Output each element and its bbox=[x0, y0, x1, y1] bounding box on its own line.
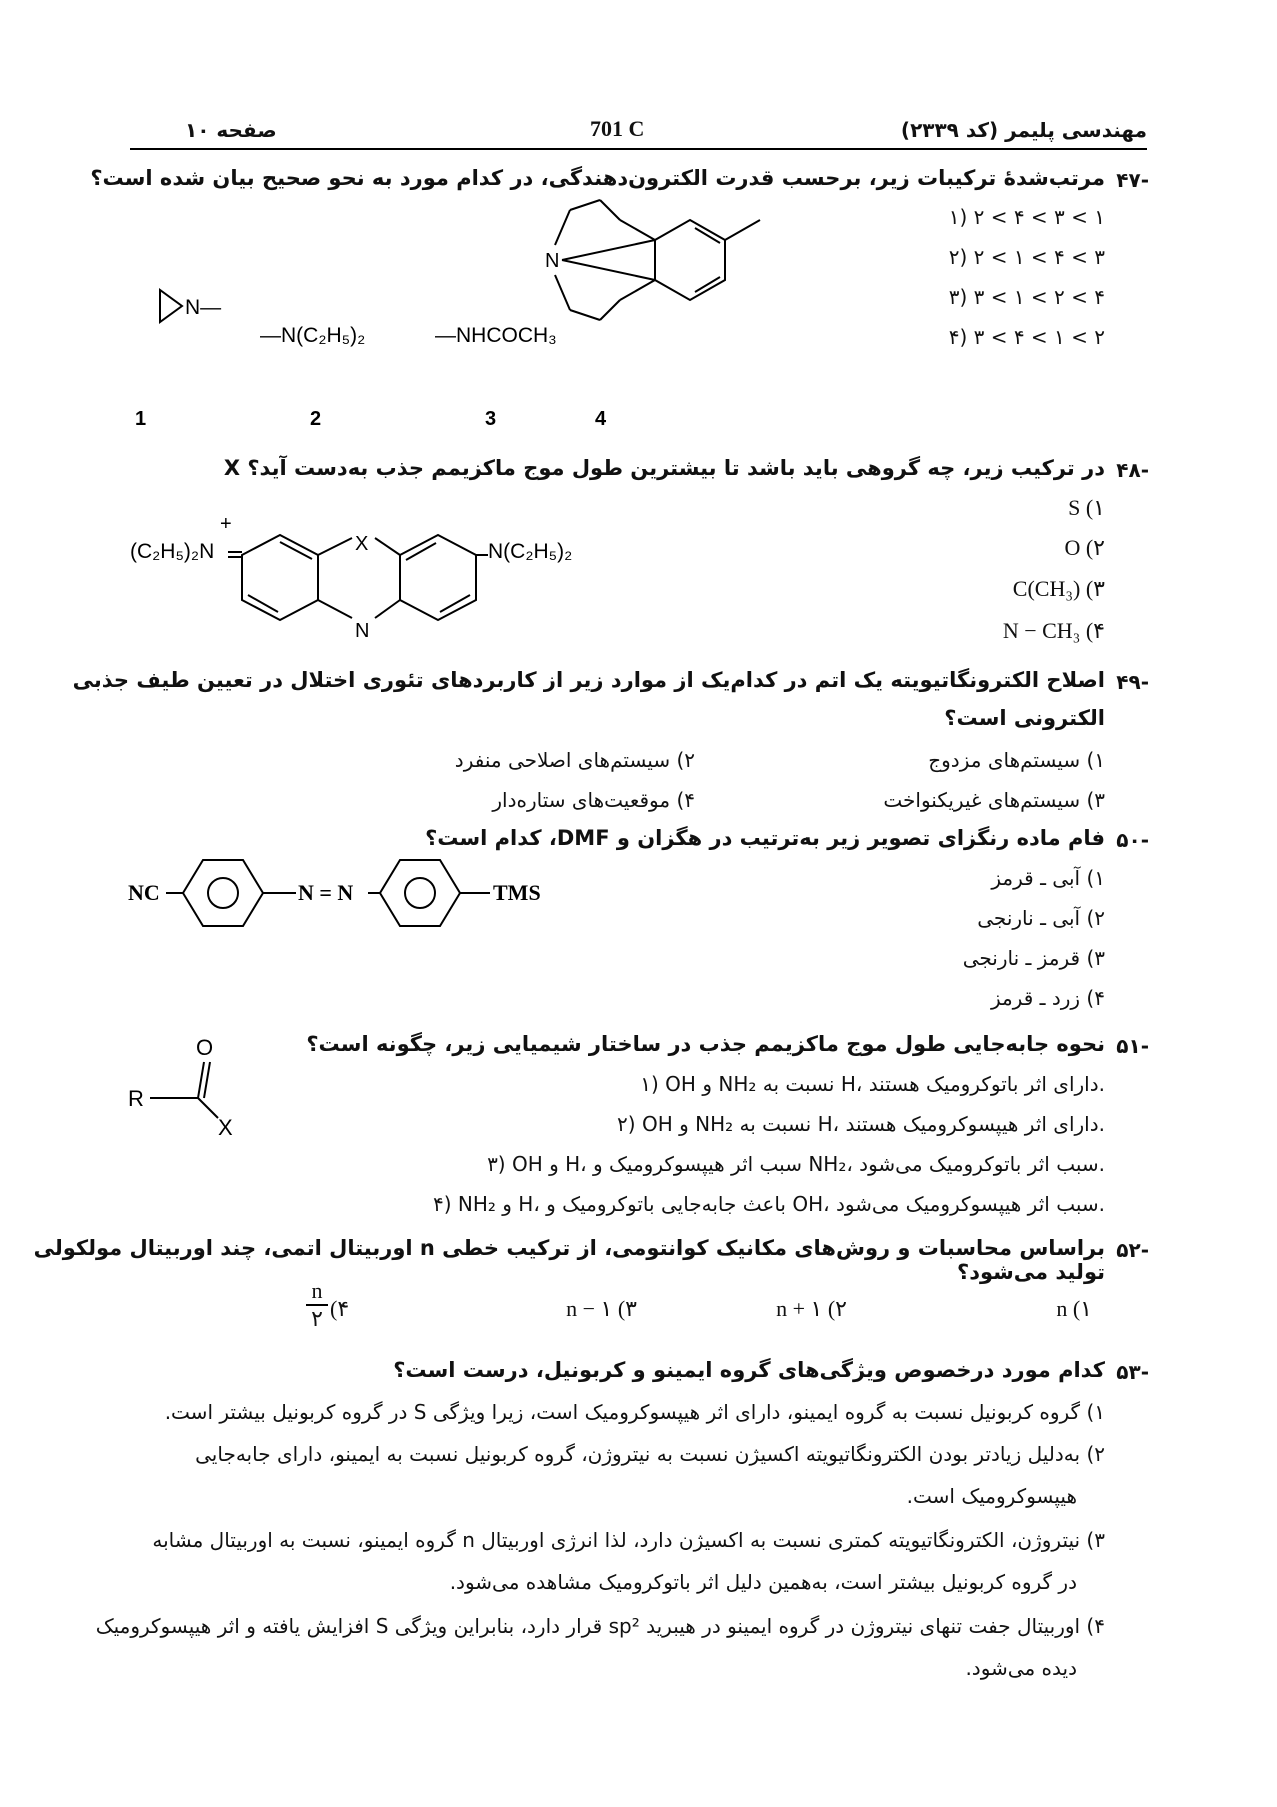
q51-number: ۵۱- bbox=[1116, 1034, 1149, 1058]
q52-fraction bbox=[306, 1278, 328, 1332]
q49-option-2[interactable]: ۲) سیستم‌های اصلاحی منفرد bbox=[454, 748, 695, 772]
q53-option-3[interactable]: ۳) نیتروژن، الکترونگاتیویته کمتری نسبت به اکسیژن دارد، لذا انرژی اوربیتال n گروه ایمینو، نسبت به اوربیتال مشابه bbox=[152, 1528, 1105, 1552]
x-atom: X bbox=[355, 533, 369, 555]
q50-structure bbox=[128, 848, 568, 938]
q51-option-1[interactable]: ۱) OH و NH₂ نسبت به H، دارای اثر باتوکرومیک هستند. bbox=[640, 1072, 1105, 1096]
n-atom: N bbox=[355, 620, 370, 642]
julolidine-n: N bbox=[545, 250, 560, 272]
q47-option-4[interactable]: ۴) ۳ < ۴ < ۱ < ۲ bbox=[948, 325, 1105, 349]
header-subject: مهندسی پلیمر (کد ۲۳۳۹) bbox=[900, 118, 1147, 142]
q49-option-4[interactable]: ۴) موقعیت‌های ستاره‌دار bbox=[492, 788, 695, 812]
q53-option-2[interactable]: ۲) به‌دلیل زیادتر بودن الکترونگاتیویته اکسیژن نسبت به نیتروژن، گروه کربونیل نسبت به ایمینو، دارای جابه‌جایی bbox=[195, 1442, 1105, 1466]
header-code: 701 C bbox=[590, 116, 645, 141]
q48-structure bbox=[130, 500, 630, 660]
q49-option-3[interactable]: ۳) سیستم‌های غیریکنواخت bbox=[883, 788, 1105, 812]
q50-option-4[interactable]: ۴) زرد ـ قرمز bbox=[990, 986, 1105, 1010]
plus-sign: + bbox=[220, 513, 232, 535]
q48-option-4[interactable]: N − CH₃ (۴ bbox=[1002, 618, 1105, 643]
q53-text: کدام مورد درخصوص ویژگی‌های گروه ایمینو و کربونیل، درست است؟ bbox=[393, 1358, 1105, 1382]
aziridine-n: N— bbox=[185, 296, 222, 319]
q53-option-3-cont: در گروه کربونیل بیشتر است، به‌همین دلیل اثر باتوکرومیک مشاهده می‌شود. bbox=[449, 1570, 1077, 1594]
fraction-denominator: ۲ bbox=[311, 1306, 323, 1331]
diethylamino-group: —N(C₂H₅)₂ bbox=[260, 324, 366, 347]
q48-number: ۴۸- bbox=[1116, 458, 1149, 482]
q47-option-1[interactable]: ۱) ۲ < ۴ < ۳ < ۱ bbox=[948, 205, 1105, 229]
q53-option-4-cont: دیده می‌شود. bbox=[965, 1656, 1077, 1680]
q52-option-1[interactable]: n (۱ bbox=[1056, 1296, 1092, 1321]
q53-number: ۵۳- bbox=[1116, 1360, 1149, 1384]
q48-text: X در ترکیب زیر، چه گروهی باید باشد تا بیشترین طول موج ماکزیمم جذب به‌دست آید؟ bbox=[223, 456, 1105, 480]
header-page: صفحه ۱۰ bbox=[185, 118, 277, 142]
q51-option-3[interactable]: ۳) OH و H، سبب اثر هیپسوکرومیک و NH₂، سبب اثر باتوکرومیک می‌شود. bbox=[487, 1152, 1105, 1176]
label-2: 2 bbox=[310, 408, 322, 430]
q53-option-2-cont: هیپسوکرومیک است. bbox=[906, 1484, 1077, 1508]
x-group: X bbox=[218, 1115, 233, 1140]
q52-text: براساس محاسبات و روش‌های مکانیک کوانتومی، از ترکیب خطی n اوربیتال اتمی، چند اوربیتال مولکولی تولید می‌شود؟ bbox=[33, 1236, 1105, 1284]
right-amine: N(C₂H₅)₂ bbox=[488, 540, 573, 563]
q49-text-line2: الکترونی است؟ bbox=[944, 706, 1105, 730]
r-group: R bbox=[128, 1086, 144, 1111]
q50-option-3[interactable]: ۳) قرمز ـ نارنجی bbox=[962, 946, 1105, 970]
q52-option-4[interactable]: (۴ bbox=[330, 1296, 350, 1321]
q47-structures bbox=[130, 190, 810, 430]
q51-text: نحوه جابه‌جایی طول موج ماکزیمم جذب در ساختار شیمیایی زیر، چگونه است؟ bbox=[306, 1032, 1105, 1056]
q51-structure bbox=[128, 1030, 288, 1150]
left-amine: (C₂H₅)₂N bbox=[130, 540, 215, 563]
q51-option-4[interactable]: ۴) NH₂ و H، باعث جابه‌جایی باتوکرومیک و OH، سبب اثر هیپسوکرومیک می‌شود. bbox=[432, 1192, 1105, 1216]
q47-option-2[interactable]: ۲) ۲ < ۱ < ۴ < ۳ bbox=[948, 245, 1105, 269]
q47-option-3[interactable]: ۳) ۳ < ۱ < ۲ < ۴ bbox=[948, 285, 1105, 309]
label-1: 1 bbox=[135, 408, 147, 430]
q51-option-2[interactable]: ۲) OH و NH₂ نسبت به H، دارای اثر هیپسوکرومیک هستند. bbox=[617, 1112, 1105, 1136]
q52-option-2[interactable]: n + ۱ (۲ bbox=[776, 1296, 847, 1321]
q53-option-4[interactable]: ۴) اوربیتال جفت تنهای نیتروژن در گروه ایمینو در هیبرید sp² قرار دارد، بنابراین ویژگی S افزایش یافته و اثر هیپسوکرومیک bbox=[95, 1614, 1105, 1638]
q53-option-1[interactable]: ۱) گروه کربونیل نسبت به گروه ایمینو، دارای اثر هیپسوکرومیک است، زیرا ویژگی S در گروه کربونیل بیشتر است. bbox=[164, 1400, 1105, 1424]
q48-option-2[interactable]: O (۲ bbox=[1064, 535, 1105, 560]
q52-number: ۵۲- bbox=[1116, 1238, 1149, 1262]
q49-number: ۴۹- bbox=[1116, 670, 1149, 694]
acetamido-group: —NHCOCH₃ bbox=[435, 324, 557, 347]
q49-option-1[interactable]: ۱) سیستم‌های مزدوج bbox=[928, 748, 1105, 772]
q50-option-1[interactable]: ۱) آبی ـ قرمز bbox=[991, 866, 1105, 890]
header-rule bbox=[130, 148, 1147, 150]
oxygen-atom: O bbox=[196, 1035, 214, 1060]
q49-text-line1: اصلاح الکترونگاتیویته یک اتم در کدام‌یک از موارد زیر از کاربردهای تئوری اختلال در تعیین طیف جذبی bbox=[72, 668, 1105, 692]
azo-group: N = N bbox=[298, 880, 354, 905]
tms-group: TMS bbox=[493, 880, 541, 905]
label-4: 4 bbox=[595, 408, 607, 430]
q52-option-3[interactable]: n − ۱ (۳ bbox=[566, 1296, 637, 1321]
julolidine-structure bbox=[555, 200, 760, 320]
aziridine-ring bbox=[160, 290, 182, 322]
q50-number: ۵۰- bbox=[1116, 828, 1149, 852]
q47-number: ۴۷- bbox=[1116, 168, 1149, 192]
q50-option-2[interactable]: ۲) آبی ـ نارنجی bbox=[977, 906, 1105, 930]
q50-text: فام ماده رنگزای تصویر زیر به‌ترتیب در هگزان و DMF، کدام است؟ bbox=[425, 826, 1105, 850]
q48-option-3[interactable]: C(CH₃) (۳ bbox=[1012, 576, 1105, 601]
q47-text: مرتب‌شدۀ ترکیبات زیر، برحسب قدرت الکترون‌دهندگی، در کدام مورد به نحو صحیح بیان شده است؟ bbox=[90, 166, 1105, 190]
nc-group: NC bbox=[128, 880, 160, 905]
label-3: 3 bbox=[485, 408, 497, 430]
fraction-numerator: n bbox=[306, 1278, 328, 1306]
q48-option-1[interactable]: S (۱ bbox=[1068, 495, 1105, 520]
